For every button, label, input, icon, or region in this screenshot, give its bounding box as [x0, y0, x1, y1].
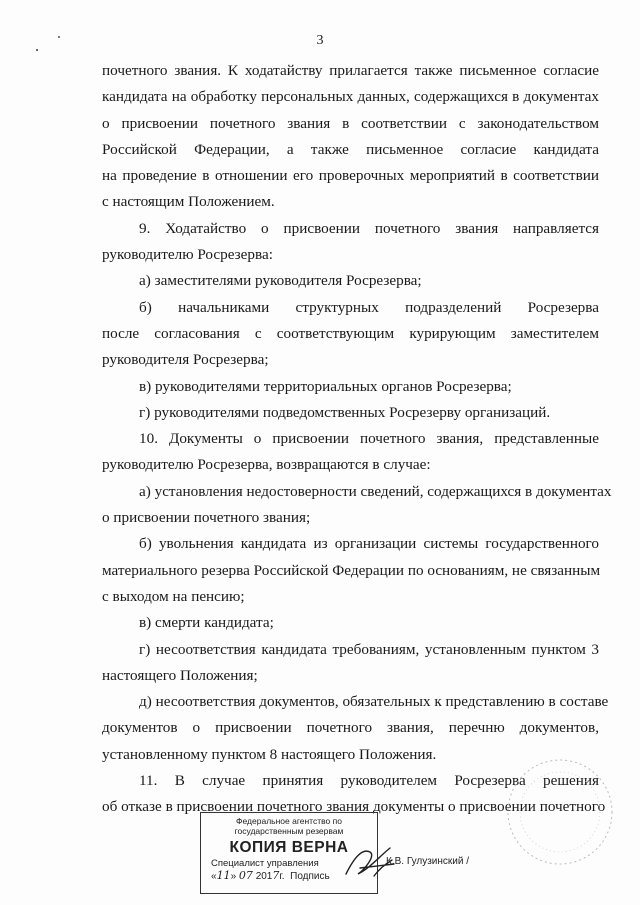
text-line: с настоящим Положением.: [102, 193, 275, 211]
page-number: 3: [316, 33, 324, 48]
paragraph: [102, 479, 612, 532]
stamp-date-day: 11: [216, 869, 231, 882]
text-line: б) начальниками структурных подразделений Росрезерва: [139, 298, 599, 316]
text-line: об отказе в присвоении почетного звания документы о присвоении почетного: [102, 798, 606, 816]
text-line: а) заместителями руководителя Росрезерва;: [139, 272, 422, 290]
stamp-signature-label: Подпись: [290, 871, 330, 882]
text-line: руководителю Росрезерва, возвращаются в случае:: [102, 456, 431, 474]
text-line: Российской Федерации, а также письменное согласие кандидата: [102, 140, 599, 158]
text-line: документов о присвоении почетного звания, перечню документов,: [102, 719, 599, 737]
text-line: настоящего Положения;: [102, 666, 258, 684]
text-line: г) руководителями подведомственных Росрезерву организаций.: [139, 403, 551, 421]
text-line: 11. В случае принятия руководителем Росрезерва решения: [139, 772, 599, 790]
text-line: руководителя Росрезерва;: [102, 351, 269, 369]
text-line: а) установления недостоверности сведений, содержащихся в документах: [139, 482, 612, 500]
text-line: в) смерти кандидата;: [139, 614, 274, 632]
stamp-signer: К.В. Гулузинский /: [386, 856, 469, 867]
paragraph: [102, 268, 599, 294]
text-line: кандидата на обработку персональных данных, содержащихся в документах: [102, 88, 599, 106]
paragraph: [102, 610, 599, 636]
text-line: материального резерва Российской Федерации по основаниям, не связанным: [102, 561, 601, 579]
stamp-date-year-hand: 7: [272, 869, 280, 882]
paragraph: [102, 637, 599, 690]
text-line: руководителю Росрезерва:: [102, 246, 273, 264]
paragraph: [102, 216, 599, 269]
paragraph: [102, 426, 599, 479]
stamp-date-suffix: г.: [279, 871, 285, 882]
paragraph: [102, 374, 599, 400]
text-line: в) руководителями территориальных органов Росрезерва;: [139, 377, 512, 395]
paragraph: [102, 295, 599, 374]
stamp-copy-label: КОПИЯ ВЕРНА: [229, 839, 349, 856]
paragraph: [102, 58, 599, 216]
stamp-agency: Федеральное агентство по государственным резервам: [234, 816, 344, 836]
stamp-date-year-prefix: 201: [255, 871, 273, 882]
document-body: [102, 58, 612, 821]
text-line: 9. Ходатайство о присвоении почетного звания направляется: [139, 219, 599, 237]
paragraph: [102, 400, 599, 426]
text-line: о присвоении почетного звания;: [102, 509, 311, 527]
scan-speck: [36, 49, 38, 51]
text-line: о присвоении почетного звания в соответствии с законодательством: [102, 114, 599, 132]
stamp-date-line: «11» 07 2017г. Подпись: [211, 869, 330, 882]
paragraph: [102, 531, 599, 610]
text-line: с выходом на пенсию;: [102, 587, 245, 605]
stamp-specialist: Специалист управления: [211, 858, 319, 869]
text-line: б) увольнения кандидата из организации системы государственного: [139, 535, 599, 553]
text-line: почетного звания. К ходатайству прилагается также письменное согласие: [102, 62, 599, 79]
text-line: 10. Документы о присвоении почетного звания, представленные: [139, 430, 599, 448]
faded-seal-icon: [500, 752, 620, 872]
text-line: установленному пунктом 8 настоящего Положения.: [102, 745, 437, 763]
text-line: на проведение в отношении его проверочных мероприятий в соответствии: [102, 167, 599, 185]
stamp-date-month: 07: [238, 869, 253, 882]
text-line: д) несоответствия документов, обязательных к представлению в составе: [139, 693, 609, 711]
text-line: после согласования с соответствующим курирующим заместителем: [102, 324, 599, 342]
text-line: г) несоответствия кандидата требованиям, установленным пунктом 3: [139, 640, 599, 658]
